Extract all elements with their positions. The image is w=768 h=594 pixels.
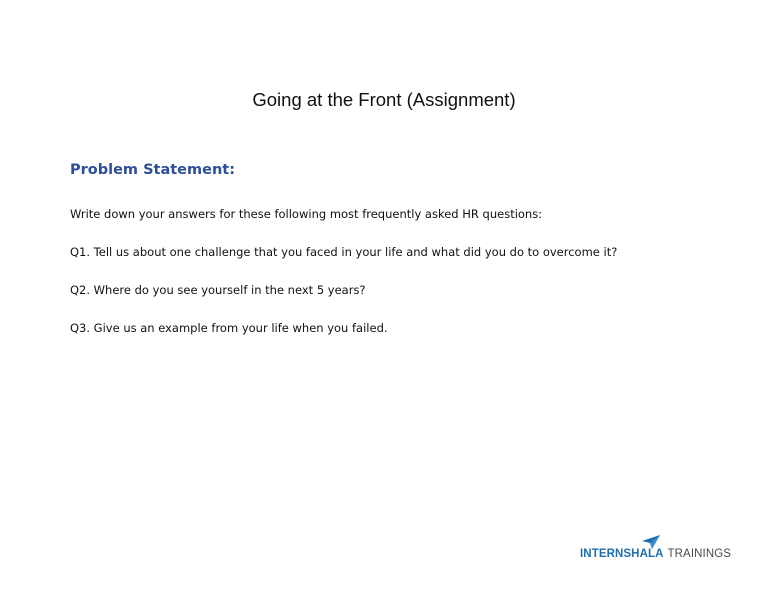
logo-wordmark: [580, 548, 731, 560]
question-3: Q3. Give us an example from your life when you failed.: [70, 321, 388, 335]
problem-statement-heading: Problem Statement:: [70, 162, 236, 178]
logo-part-shala: SHALA: [623, 548, 664, 560]
intro-text: Write down your answers for these following most frequently asked HR questions:: [70, 207, 543, 221]
logo-part-trainings: TRAININGS: [667, 548, 732, 560]
question-1: Q1. Tell us about one challenge that you faced in your life and what did you do to overcome it?: [70, 245, 618, 259]
question-2: Q2. Where do you see yourself in the next 5 years?: [70, 283, 366, 297]
internshala-trainings-logo: [580, 535, 730, 565]
logo-part-intern: INTERN: [580, 548, 624, 560]
document-title: Going at the Front (Assignment): [252, 89, 516, 110]
paper-plane-icon: [642, 535, 660, 549]
